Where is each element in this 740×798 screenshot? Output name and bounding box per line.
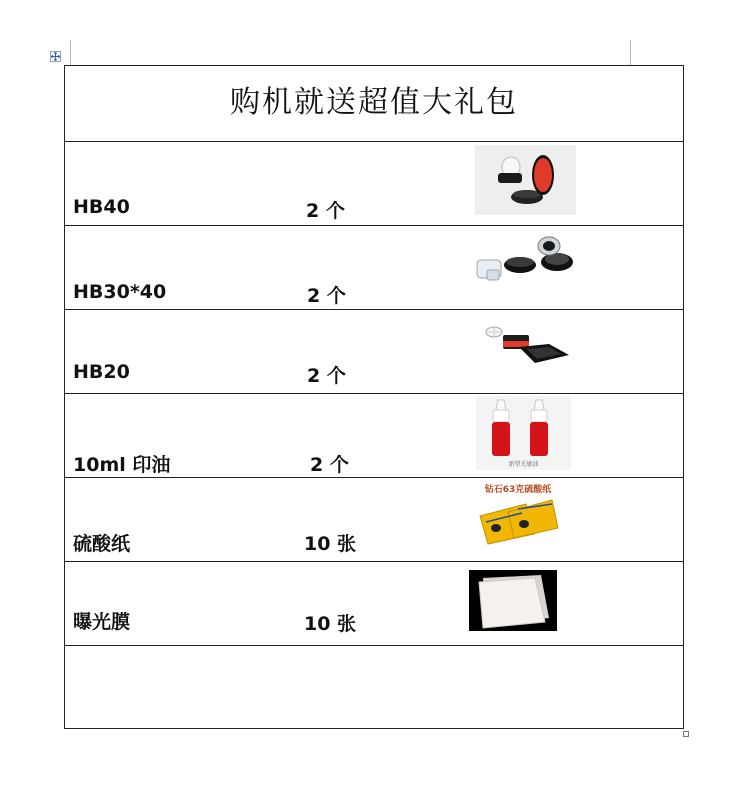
stamp-hb20-photo xyxy=(483,323,573,367)
ink-caption: 新型光敏油 xyxy=(508,461,539,468)
empty-cell[interactable] xyxy=(65,646,684,729)
move-arrows-icon xyxy=(51,52,60,61)
item-name: HB30*40 xyxy=(73,281,167,303)
title-row xyxy=(65,66,684,142)
item-name: 曝光膜 xyxy=(73,611,131,633)
ink-bottles-photo xyxy=(476,396,571,470)
title-cell[interactable] xyxy=(65,66,684,142)
item-quantity: 2 个 xyxy=(307,285,346,307)
item-name: HB40 xyxy=(73,196,130,218)
item-name: 硫酸纸 xyxy=(73,533,131,555)
item-quantity: 2 个 xyxy=(307,365,346,387)
item-name: HB20 xyxy=(73,361,130,383)
margin-guide-left xyxy=(70,40,71,66)
item-cell[interactable] xyxy=(65,562,684,646)
table-row xyxy=(65,478,684,562)
table-row xyxy=(65,394,684,478)
item-cell[interactable] xyxy=(65,310,684,394)
item-cell[interactable] xyxy=(65,226,684,310)
item-quantity: 10 张 xyxy=(304,613,357,635)
table-row xyxy=(65,562,684,646)
item-cell[interactable] xyxy=(65,478,684,562)
item-quantity: 2 个 xyxy=(310,454,349,476)
margin-guide-right xyxy=(630,40,631,66)
gift-pack-table xyxy=(64,65,684,729)
item-quantity: 10 张 xyxy=(304,533,357,555)
item-cell[interactable] xyxy=(65,394,684,478)
stamp-hb30x40-photo xyxy=(475,232,575,290)
table-resize-handle[interactable] xyxy=(683,731,689,737)
item-name: 10ml 印油 xyxy=(73,454,171,476)
table-move-handle[interactable] xyxy=(50,51,61,62)
stamp-hb40-photo xyxy=(475,145,576,215)
table-row xyxy=(65,646,684,729)
gift-title: 购机就送超值大礼包 xyxy=(230,84,518,120)
item-quantity: 2 个 xyxy=(306,200,345,222)
paper-caption: 钻石63克硫酸纸 xyxy=(484,485,552,495)
table-row xyxy=(65,142,684,226)
sulfuric-paper-photo xyxy=(474,482,562,548)
table-row xyxy=(65,310,684,394)
item-cell[interactable] xyxy=(65,142,684,226)
table-row xyxy=(65,226,684,310)
exposure-film-photo xyxy=(469,570,557,631)
